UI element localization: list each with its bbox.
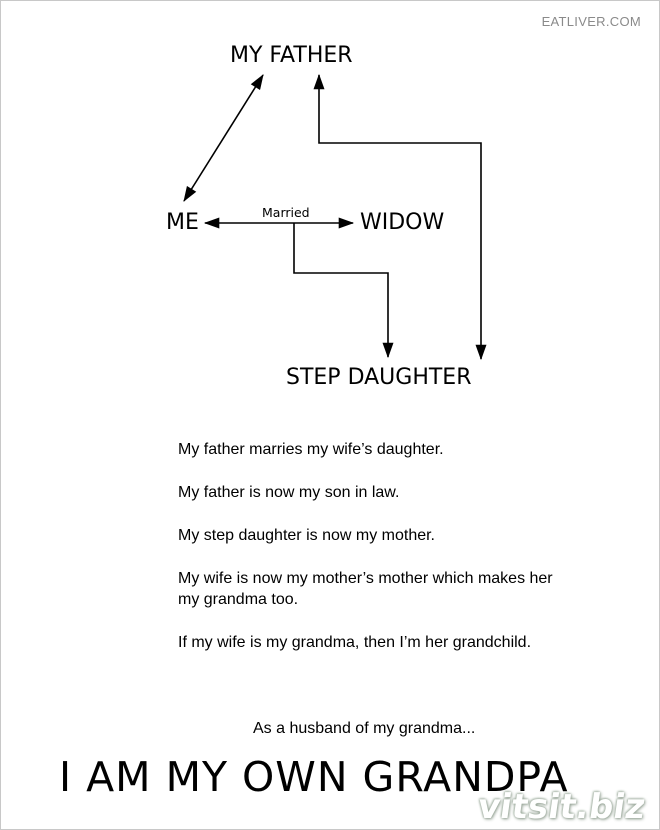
edge-married-stepdaughter: [294, 223, 388, 357]
node-step-daughter: STEP DAUGHTER: [286, 365, 472, 390]
statement-5: If my wife is my grandma, then I’m her grandchild.: [178, 634, 532, 651]
bottom-watermark: vitsit.biz: [475, 787, 648, 827]
statement-4: My wife is now my mother’s mother which makes her my grandma too.: [178, 570, 553, 608]
site-watermark: EATLIVER.COM: [541, 14, 641, 29]
node-widow: WIDOW: [360, 210, 445, 235]
node-me: ME: [166, 210, 199, 235]
headline: I AM MY OWN GRANDPA: [59, 753, 569, 801]
statements-list: [178, 439, 558, 675]
edge-me-father: [184, 75, 263, 201]
lead-in-text: As a husband of my grandma...: [253, 720, 476, 737]
statement-2: My father is now my son in law.: [178, 484, 400, 501]
node-my-father: MY FATHER: [230, 43, 353, 68]
statement-3: My step daughter is now my mother.: [178, 527, 435, 544]
statement-1: My father marries my wife’s daughter.: [178, 441, 444, 458]
married-label: Married: [262, 205, 310, 220]
